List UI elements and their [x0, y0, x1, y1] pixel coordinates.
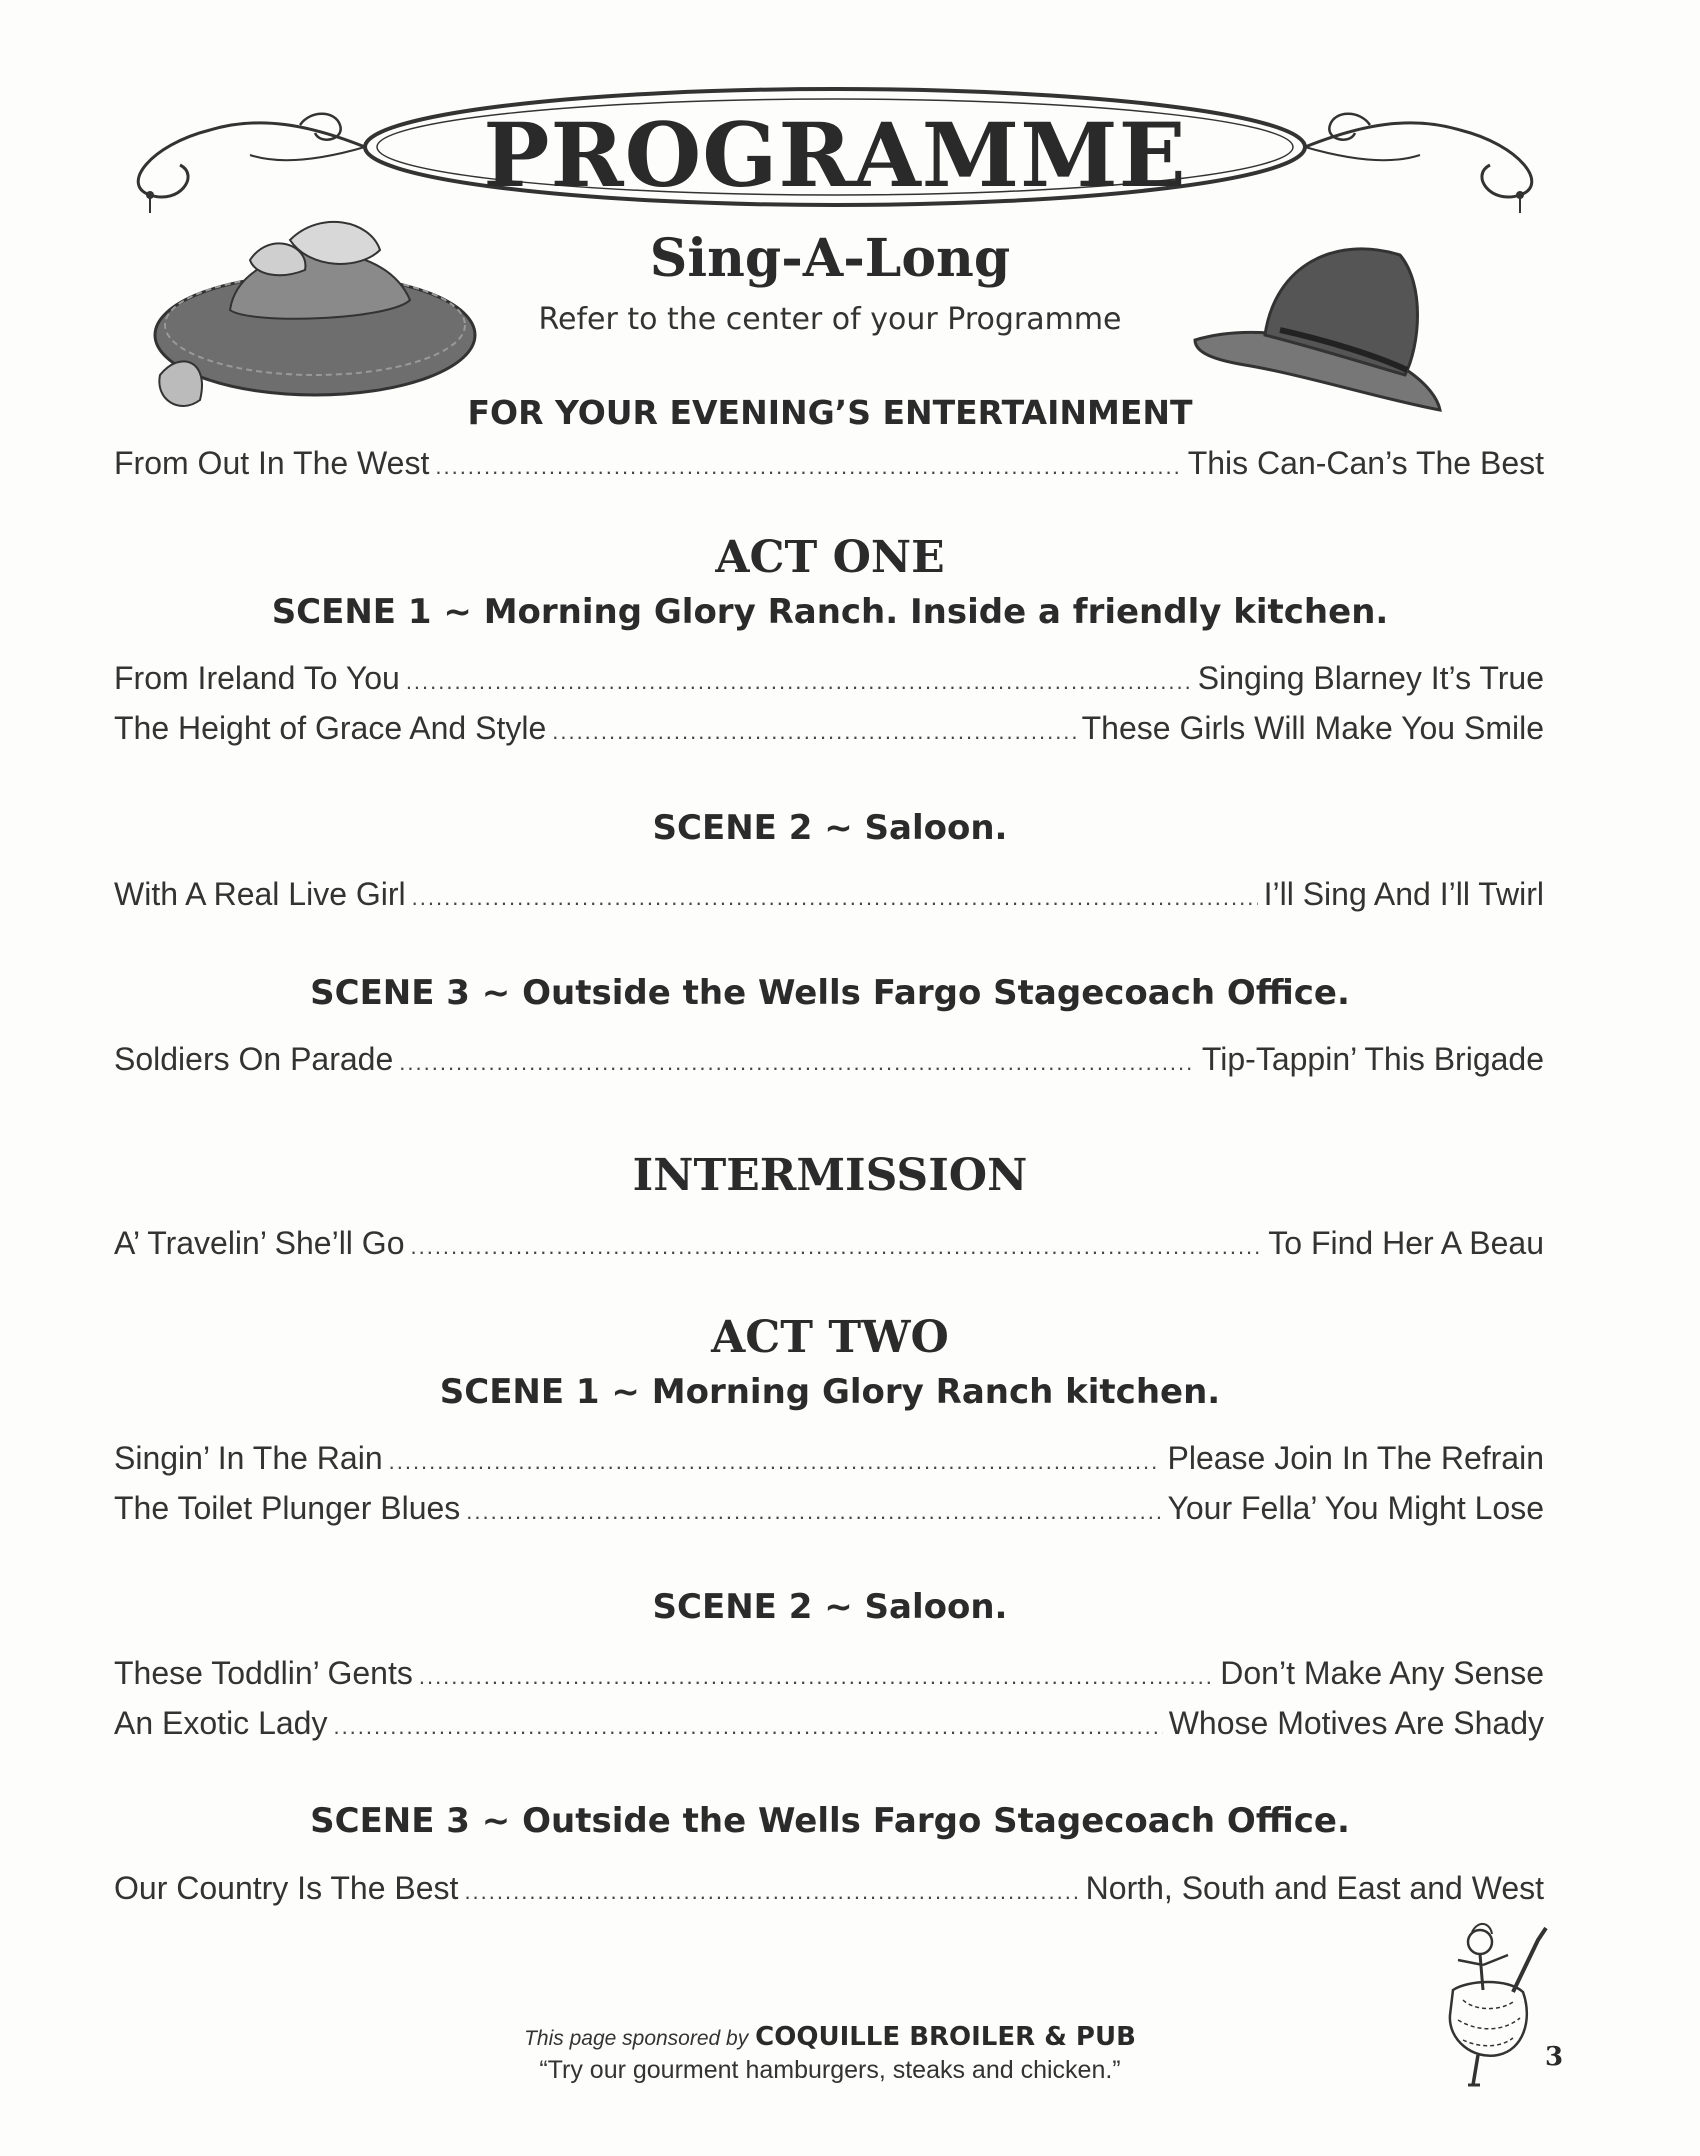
dot-leader	[466, 1499, 1161, 1525]
dot-leader	[389, 1449, 1162, 1475]
song-title: A’ Travelin’ She’ll Go	[114, 1225, 405, 1261]
opening-heading: FOR YOUR EVENING’S ENTERTAINMENT	[467, 393, 1193, 432]
song-title: Soldiers On Parade	[114, 1041, 394, 1077]
scene-heading: SCENE 1 ~ Morning Glory Ranch. Inside a friendly kitchen.	[271, 592, 1389, 632]
list-item	[114, 1655, 1544, 1692]
song-title: Singin’ In The Rain	[114, 1440, 383, 1476]
sponsor-name: COQUILLE BROILER & PUB	[755, 2022, 1136, 2052]
list-item	[114, 1490, 1544, 1527]
song-caption: North, South and East and West	[1085, 1870, 1544, 1906]
song-caption: Whose Motives Are Shady	[1168, 1705, 1544, 1741]
page-number: 3	[1545, 2042, 1564, 2072]
dot-leader	[464, 1879, 1079, 1905]
song-caption: To Find Her A Beau	[1268, 1225, 1544, 1261]
song-title: An Exotic Lady	[114, 1705, 328, 1741]
scene-heading: SCENE 3 ~ Outside the Wells Fargo Stagecoach Office.	[310, 1801, 1350, 1841]
song-caption: Your Fella’ You Might Lose	[1167, 1490, 1544, 1526]
scene-heading: SCENE 2 ~ Saloon.	[652, 1587, 1008, 1627]
list-item	[114, 876, 1544, 913]
subtitle-note: Refer to the center of your Programme	[538, 302, 1122, 337]
list-item	[114, 1440, 1544, 1477]
song-caption: Don’t Make Any Sense	[1220, 1655, 1544, 1691]
dot-leader	[399, 1050, 1196, 1076]
intermission-title: INTERMISSION	[632, 1150, 1028, 1201]
scene-heading: SCENE 2 ~ Saloon.	[652, 808, 1008, 848]
dot-leader	[552, 719, 1075, 745]
scene-heading: SCENE 1 ~ Morning Glory Ranch kitchen.	[439, 1372, 1221, 1412]
list-item	[114, 1870, 1544, 1907]
list-item	[114, 1225, 1544, 1262]
sponsor-line	[0, 2022, 1660, 2052]
song-title: Our Country Is The Best	[114, 1870, 459, 1906]
song-title: The Height of Grace And Style	[114, 710, 547, 746]
dot-leader	[412, 885, 1258, 911]
page-subtitle: Sing-A-Long	[649, 228, 1011, 289]
song-title: From Out In The West	[114, 445, 430, 481]
song-caption: These Girls Will Make You Smile	[1081, 710, 1544, 746]
list-item	[114, 1041, 1544, 1078]
song-caption: Tip-Tappin’ This Brigade	[1201, 1041, 1544, 1077]
dot-leader	[419, 1664, 1214, 1690]
sponsor-tagline: “Try our gourment hamburgers, steaks and chicken.”	[539, 2056, 1121, 2084]
song-caption: This Can-Can’s The Best	[1187, 445, 1544, 481]
list-item	[114, 445, 1544, 482]
act-one-title: ACT ONE	[715, 532, 945, 583]
page-title: PROGRAMME	[483, 103, 1187, 207]
dot-leader	[406, 669, 1192, 695]
dot-leader	[435, 454, 1181, 480]
dot-leader	[333, 1714, 1162, 1740]
song-title: With A Real Live Girl	[114, 876, 406, 912]
list-item	[114, 1705, 1544, 1742]
sponsor-lead: This page sponsored by	[524, 2027, 749, 2050]
song-caption: I’ll Sing And I’ll Twirl	[1263, 876, 1544, 912]
act-two-title: ACT TWO	[711, 1312, 949, 1363]
song-title: From Ireland To You	[114, 660, 400, 696]
scene-heading: SCENE 3 ~ Outside the Wells Fargo Stagecoach Office.	[310, 973, 1350, 1013]
dot-leader	[410, 1234, 1262, 1260]
list-item	[114, 710, 1544, 747]
list-item	[114, 660, 1544, 697]
song-title: The Toilet Plunger Blues	[114, 1490, 461, 1526]
song-title: These Toddlin’ Gents	[114, 1655, 413, 1691]
song-caption: Singing Blarney It’s True	[1197, 660, 1544, 696]
song-caption: Please Join In The Refrain	[1167, 1440, 1544, 1476]
